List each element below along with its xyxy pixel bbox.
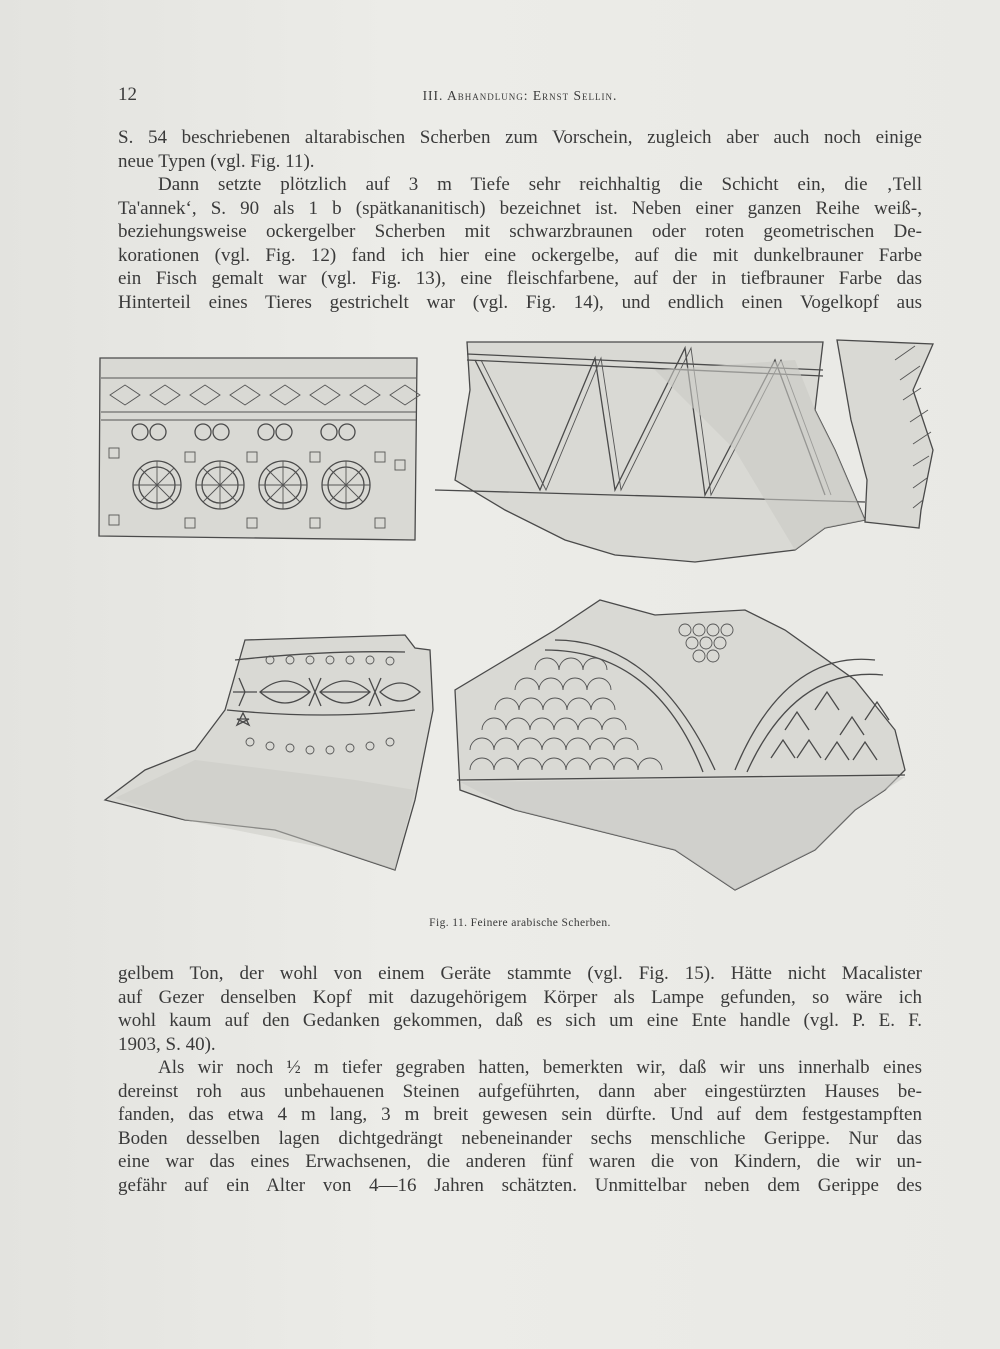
text-line: Dann setzte plötzlich auf 3 m Tiefe sehr reichhaltig die Schicht ein, die ‚Tell — [158, 174, 922, 195]
running-head: III. Abhandlung: Ernst Sellin. — [422, 88, 618, 103]
text-line: Hinterteil eines Tieres gestrichelt war (vgl. Fig. 14), und endlich einen Vogelkopf aus — [118, 291, 922, 313]
page-number: 12 — [118, 84, 137, 105]
text-block-top — [118, 126, 922, 314]
figure-11 — [95, 330, 945, 930]
sherd-zigzag-bowl — [435, 342, 865, 562]
text-line: Als wir noch ½ m tiefer gegraben hatten, bemerkten wir, daß wir uns innerhalb eines — [158, 1057, 922, 1078]
figure-11-drawing — [95, 330, 945, 930]
text-line: Boden desselben lagen dichtgedrängt nebeneinander sechs menschliche Gerippe. Nur das — [118, 1127, 922, 1149]
text-block-bottom — [118, 962, 922, 1197]
text-line: fanden, das etwa 4 m lang, 3 m breit gewesen sein dürfte. Und auf dem festgestampften — [118, 1104, 922, 1125]
text-line: eine war das eines Erwachsenen, die anderen fünf waren die von Kindern, die wir un- — [118, 1151, 922, 1172]
text-line: beziehungsweise ockergelber Scherben mit schwarzbraunen oder roten geometrischen De- — [118, 221, 922, 242]
sherd-ornamented-band — [99, 358, 420, 540]
text-line: gelbem Ton, der wohl von einem Geräte stammte (vgl. Fig. 15). Hätte nicht Macalister — [118, 963, 922, 984]
text-line: 1903, S. 40). — [118, 1033, 216, 1055]
sherd-stars-leaves — [105, 635, 433, 870]
text-line: Ta'annek‘, S. 90 als 1 b (spätkananitisch) bezeichnet ist. Neben einer ganzen Reihe weiß-, — [118, 197, 922, 219]
text-line: korationen (vgl. Fig. 12) fand ich hier eine ockergelbe, auf die mit dunkelbrauner Farbe — [118, 244, 922, 266]
text-line: S. 54 beschriebenen altarabischen Scherben zum Vorschein, zugleich aber auch noch einige — [118, 127, 922, 148]
text-line: auf Gezer denselben Kopf mit dazugehörigem Körper als Lampe gefunden, so wäre ich — [118, 986, 922, 1008]
text-line: ein Fisch gemalt war (vgl. Fig. 13), eine fleischfarbene, auf der in tiefbrauner Farbe das — [118, 268, 922, 289]
sherd-scales-arches — [455, 600, 905, 890]
figure-caption: Fig. 11. Feinere arabische Scherben. — [429, 917, 611, 929]
text-line: wohl kaum auf den Gedanken gekommen, daß es sich um eine Ente handle (vgl. P. E. F. — [118, 1010, 922, 1031]
text-line: gefähr auf ein Alter von 4—16 Jahren schätzten. Unmittelbar neben dem Gerippe des — [118, 1174, 922, 1196]
text-line: neue Typen (vgl. Fig. 11). — [118, 150, 315, 172]
text-line: dereinst roh aus unbehauenen Steinen aufgeführten, dann aber eingestürzten Hauses be- — [118, 1080, 922, 1102]
page-header — [118, 84, 922, 108]
